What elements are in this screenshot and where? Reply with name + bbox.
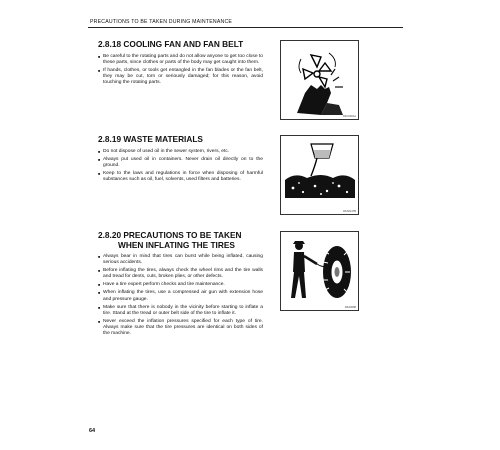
section-title: 2.8.18 COOLING FAN AND FAN BELT [98, 39, 244, 49]
section-tire-inflation [98, 231, 263, 339]
oil-pouring-on-ground-icon [281, 136, 358, 214]
list-item: ■ Have a tire expert perform checks and tire maintenance. [98, 282, 263, 288]
list-item: ■ Be careful to the rotating parts and do not allow anyone to get too close to these parts, since clothes or parts of the body may get caught into them. [98, 54, 263, 66]
section-title [98, 231, 263, 250]
list-item: ■ Keep to the laws and regulations in force when disposing of harmful substances such as oil, fuel, solvents, used filters and batteries. [98, 171, 263, 183]
section-title-line-2: WHEN INFLATING THE TIRES [118, 239, 235, 250]
list-item: ■ If hands, clothes, or tools get entangled in the fan blades or the fan belt, they may be cut, torn or seriously damaged; for this reason, avoid touching the rotating parts. [98, 68, 263, 86]
figure-code: RKA0147B [343, 210, 356, 213]
bullet-list [98, 254, 263, 337]
list-item: ■ Always bear in mind that tires can burst while being inflated, causing serious accidents. [98, 254, 263, 266]
figure-code: RKA0088 [344, 306, 356, 309]
figure-code: RKC0001A [343, 115, 356, 118]
list-item: ■ When inflating the tires, use a compressed air gun with extension hose and pressure gauge. [98, 290, 263, 302]
section-title: 2.8.19 WASTE MATERIALS [98, 134, 203, 144]
figure-oil-disposal [280, 135, 359, 215]
page-number: 64 [89, 428, 96, 434]
header-rule [88, 27, 403, 28]
figure-fan-hand [280, 40, 359, 120]
list-item: ■ Before inflating the tires, always check the wheel rims and the tire walls and tread for dents, cuts, broken plies, or other defects. [98, 268, 263, 280]
list-item: ■ Make sure that there is nobody in the vicinity before starting to inflate a tire. Stand at the tread or outer belt side of the tire to inflate it. [98, 305, 263, 317]
running-header: PRECAUTIONS TO BE TAKEN DURING MAINTENANCE [90, 19, 233, 25]
section-waste-materials [98, 135, 263, 185]
bullet-list [98, 149, 263, 183]
figure-tire-inflation [280, 231, 359, 311]
section-title-line-1: 2.8.20 PRECAUTIONS TO BE TAKEN [98, 230, 242, 240]
rotating-fan-hand-warning-icon [281, 41, 358, 119]
list-item: ■ Never exceed the inflation pressures specified for each type of tire. Always make sure that the tire pressures are identical on both sides of the machine. [98, 319, 263, 337]
bullet-list [98, 54, 263, 86]
tire-inflation-person-icon [281, 232, 358, 310]
section-cooling-fan [98, 40, 263, 88]
list-item: ■ Always put used oil in containers. Never drain oil directly on to the ground. [98, 157, 263, 169]
list-item: ■ Do not dispose of used oil in the sewer system, rivers, etc. [98, 149, 263, 155]
